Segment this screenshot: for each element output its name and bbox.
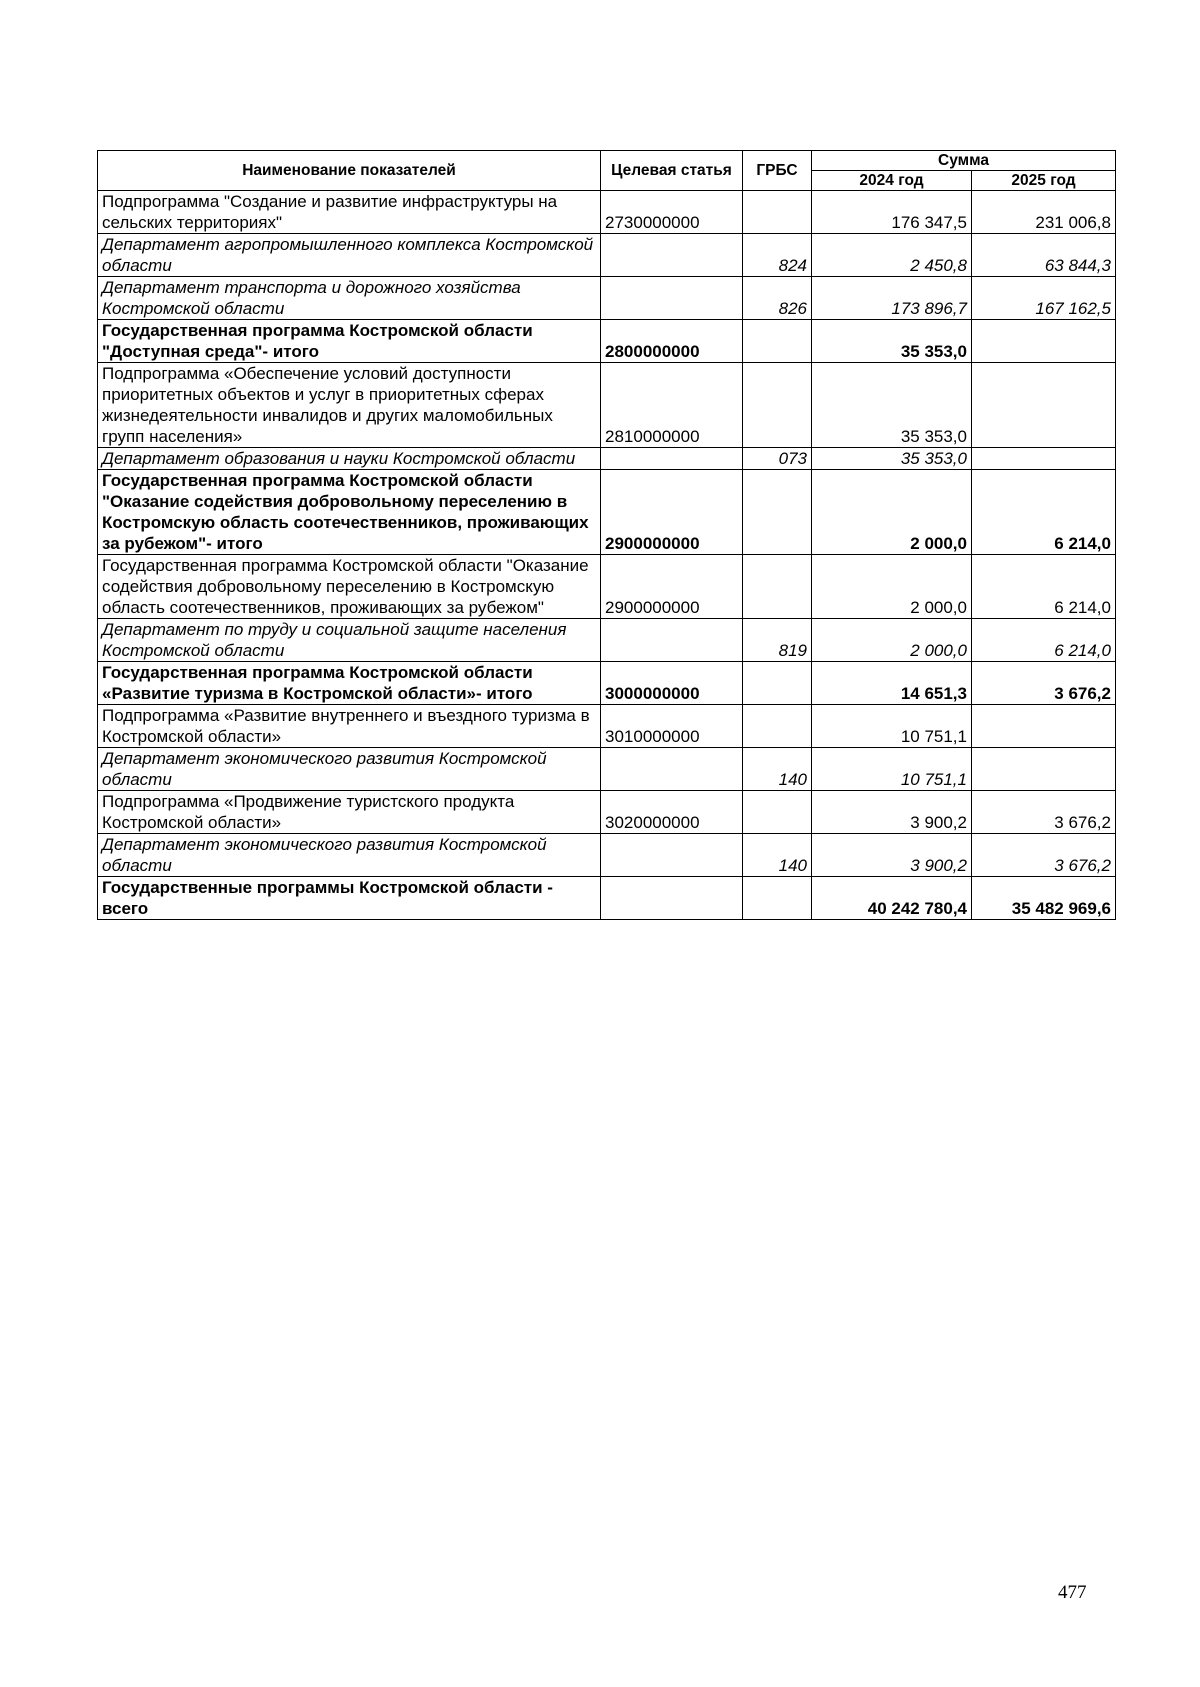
row-sum-2024-cell: 2 000,0 <box>812 555 972 619</box>
header-sum: Сумма <box>812 151 1116 171</box>
row-code-cell <box>601 277 743 320</box>
row-code-cell <box>601 448 743 470</box>
row-grbs-cell: 819 <box>743 619 812 662</box>
row-grbs-cell: 826 <box>743 277 812 320</box>
row-name-cell: Государственная программа Костромской области "Оказание содействия добровольному переселению в Костромскую область соотечественников, проживающих за рубежом"- итого <box>98 470 601 555</box>
row-grbs-cell <box>743 877 812 920</box>
table-row <box>98 320 1116 363</box>
row-code-cell: 2810000000 <box>601 363 743 448</box>
row-sum-2024-cell: 35 353,0 <box>812 363 972 448</box>
row-code-cell <box>601 877 743 920</box>
row-grbs-cell <box>743 320 812 363</box>
row-code-cell: 2800000000 <box>601 320 743 363</box>
row-sum-2024-cell: 2 000,0 <box>812 619 972 662</box>
row-sum-2025-cell: 6 214,0 <box>972 619 1116 662</box>
table-row <box>98 877 1116 920</box>
table-row <box>98 191 1116 234</box>
row-sum-2024-cell: 173 896,7 <box>812 277 972 320</box>
row-name-cell: Департамент агропромышленного комплекса Костромской области <box>98 234 601 277</box>
table-row <box>98 834 1116 877</box>
table-row <box>98 363 1116 448</box>
row-sum-2025-cell: 231 006,8 <box>972 191 1116 234</box>
header-grbs: ГРБС <box>743 151 812 191</box>
row-sum-2024-cell: 14 651,3 <box>812 662 972 705</box>
row-sum-2025-cell: 3 676,2 <box>972 662 1116 705</box>
row-grbs-cell <box>743 191 812 234</box>
row-code-cell: 3010000000 <box>601 705 743 748</box>
row-grbs-cell: 824 <box>743 234 812 277</box>
row-code-cell: 2900000000 <box>601 470 743 555</box>
row-grbs-cell <box>743 470 812 555</box>
budget-table <box>97 150 1116 920</box>
row-sum-2025-cell: 6 214,0 <box>972 555 1116 619</box>
row-grbs-cell <box>743 705 812 748</box>
row-sum-2024-cell: 35 353,0 <box>812 448 972 470</box>
row-name-cell: Подпрограмма "Создание и развитие инфраструктуры на сельских территориях" <box>98 191 601 234</box>
row-sum-2024-cell: 2 000,0 <box>812 470 972 555</box>
row-name-cell: Департамент транспорта и дорожного хозяйства Костромской области <box>98 277 601 320</box>
row-code-cell <box>601 748 743 791</box>
table-row <box>98 791 1116 834</box>
row-code-cell: 2900000000 <box>601 555 743 619</box>
header-year-2025: 2025 год <box>972 171 1116 191</box>
row-sum-2024-cell: 10 751,1 <box>812 705 972 748</box>
row-grbs-cell <box>743 363 812 448</box>
row-name-cell: Подпрограмма «Обеспечение условий доступности приоритетных объектов и услуг в приоритетных сферах жизнедеятельности инвалидов и других маломобильных групп населения» <box>98 363 601 448</box>
header-year-2024: 2024 год <box>812 171 972 191</box>
table-row <box>98 234 1116 277</box>
row-grbs-cell <box>743 662 812 705</box>
header-name: Наименование показателей <box>98 151 601 191</box>
row-grbs-cell: 140 <box>743 834 812 877</box>
row-code-cell <box>601 619 743 662</box>
row-code-cell: 3000000000 <box>601 662 743 705</box>
table-row <box>98 662 1116 705</box>
row-grbs-cell: 073 <box>743 448 812 470</box>
row-sum-2024-cell: 3 900,2 <box>812 791 972 834</box>
row-sum-2024-cell: 3 900,2 <box>812 834 972 877</box>
table-row <box>98 705 1116 748</box>
row-name-cell: Подпрограмма «Продвижение туристского продукта Костромской области» <box>98 791 601 834</box>
row-code-cell: 3020000000 <box>601 791 743 834</box>
row-sum-2025-cell <box>972 748 1116 791</box>
table-row <box>98 748 1116 791</box>
row-name-cell: Государственная программа Костромской области "Оказание содействия добровольному переселению в Костромскую область соотечественников, проживающих за рубежом" <box>98 555 601 619</box>
row-sum-2025-cell <box>972 363 1116 448</box>
row-code-cell <box>601 834 743 877</box>
row-code-cell: 2730000000 <box>601 191 743 234</box>
row-sum-2024-cell: 40 242 780,4 <box>812 877 972 920</box>
row-name-cell: Государственные программы Костромской области - всего <box>98 877 601 920</box>
row-sum-2025-cell: 6 214,0 <box>972 470 1116 555</box>
row-name-cell: Государственная программа Костромской области "Доступная среда"- итого <box>98 320 601 363</box>
row-grbs-cell <box>743 555 812 619</box>
row-sum-2024-cell: 176 347,5 <box>812 191 972 234</box>
page-number: 477 <box>1058 1582 1087 1603</box>
table-row <box>98 277 1116 320</box>
row-name-cell: Подпрограмма «Развитие внутреннего и въездного туризма в Костромской области» <box>98 705 601 748</box>
row-name-cell: Департамент образования и науки Костромской области <box>98 448 601 470</box>
row-sum-2025-cell: 63 844,3 <box>972 234 1116 277</box>
table-row <box>98 619 1116 662</box>
row-sum-2025-cell: 3 676,2 <box>972 834 1116 877</box>
row-sum-2025-cell <box>972 448 1116 470</box>
row-sum-2025-cell: 35 482 969,6 <box>972 877 1116 920</box>
table-body <box>98 191 1116 920</box>
row-name-cell: Государственная программа Костромской области «Развитие туризма в Костромской области»- итого <box>98 662 601 705</box>
row-grbs-cell <box>743 791 812 834</box>
row-sum-2025-cell <box>972 320 1116 363</box>
row-name-cell: Департамент экономического развития Костромской области <box>98 748 601 791</box>
row-code-cell <box>601 234 743 277</box>
row-sum-2025-cell: 167 162,5 <box>972 277 1116 320</box>
header-code: Целевая статья <box>601 151 743 191</box>
table-row <box>98 470 1116 555</box>
row-sum-2025-cell: 3 676,2 <box>972 791 1116 834</box>
row-name-cell: Департамент по труду и социальной защите населения Костромской области <box>98 619 601 662</box>
row-sum-2024-cell: 10 751,1 <box>812 748 972 791</box>
row-sum-2024-cell: 35 353,0 <box>812 320 972 363</box>
table-row <box>98 448 1116 470</box>
row-grbs-cell: 140 <box>743 748 812 791</box>
table-row <box>98 555 1116 619</box>
row-sum-2024-cell: 2 450,8 <box>812 234 972 277</box>
table-header <box>98 151 1116 191</box>
row-name-cell: Департамент экономического развития Костромской области <box>98 834 601 877</box>
row-sum-2025-cell <box>972 705 1116 748</box>
